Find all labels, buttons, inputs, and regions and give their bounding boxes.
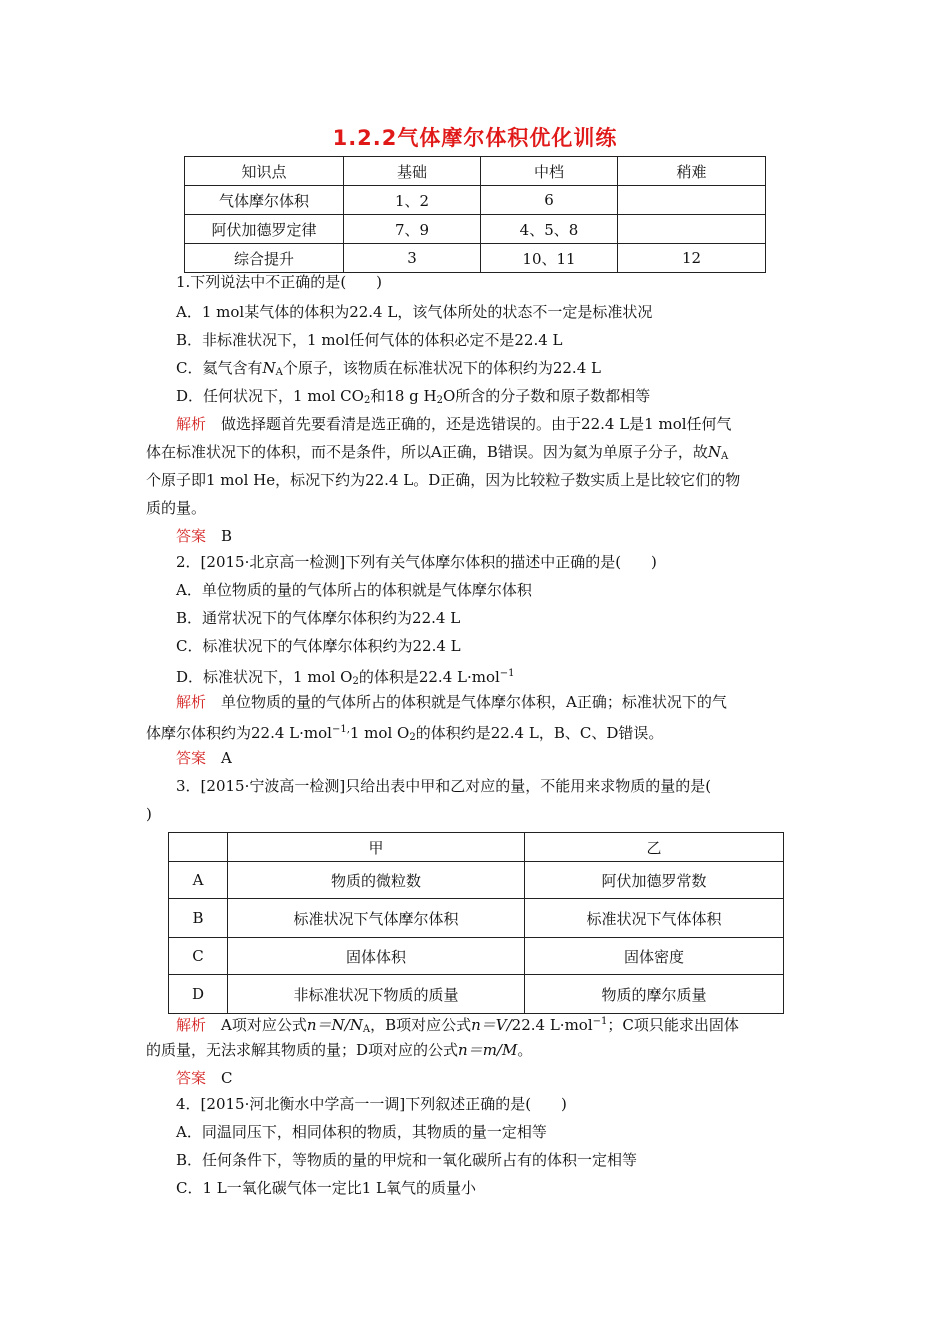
q1-option-b: B．非标准状况下，1 mol任何气体的体积必定不是22.4 L xyxy=(176,331,563,349)
table-row xyxy=(185,186,766,215)
table-cell: 7、9 xyxy=(344,215,481,244)
table-header xyxy=(169,833,228,862)
q1-option-c: C．氦气含有$N_A$个原子，该物质在标准状况下的体积约为22.4 L xyxy=(176,359,601,378)
q2-option-a: A．单位物质的量的气体所占的体积就是气体摩尔体积 xyxy=(176,581,532,599)
table-cell: A xyxy=(169,862,228,899)
table-row xyxy=(169,938,784,975)
q3-stem: 3．[2015·宁波高一检测]只给出表中甲和乙对应的量，不能用来求物质的量的是( xyxy=(176,777,712,795)
table-cell: 物质的摩尔质量 xyxy=(525,975,784,1014)
q3-answer: 答案 C xyxy=(176,1069,233,1087)
page-title: 1.2.2气体摩尔体积优化训练 xyxy=(332,126,618,150)
table-header: 中档 xyxy=(481,157,618,186)
table-row xyxy=(185,157,766,186)
table-cell: 标准状况下气体体积 xyxy=(525,899,784,938)
q1-answer: 答案 B xyxy=(176,527,233,545)
table-row xyxy=(169,899,784,938)
table-cell: 阿伏加德罗定律 xyxy=(185,215,344,244)
table-cell: 物质的微粒数 xyxy=(228,862,525,899)
table-cell: B xyxy=(169,899,228,938)
q4-option-c: C．1 L一氧化碳气体一定比1 L氧气的质量小 xyxy=(176,1179,477,1197)
table-row xyxy=(169,833,784,862)
table-cell: 固体密度 xyxy=(525,938,784,975)
table-cell: 3 xyxy=(344,244,481,273)
q4-option-a: A．同温同压下，相同体积的物质，其物质的量一定相等 xyxy=(176,1123,547,1141)
q1-explanation: 个原子即1 mol He，标况下约为22.4 L。D正确，因为比较粒子数实质上是比较它们的物 xyxy=(146,471,741,489)
table-header: 乙 xyxy=(525,833,784,862)
explanation-label: 解析 xyxy=(176,1016,207,1034)
q2-answer: 答案 A xyxy=(176,749,232,767)
q3-explanation: 的质量，无法求解其物质的量；D项对应的公式n＝m/M。 xyxy=(146,1041,533,1059)
table-cell: 1、2 xyxy=(344,186,481,215)
q4-option-b: B．任何条件下，等物质的量的甲烷和一氧化碳所占有的体积一定相等 xyxy=(176,1151,638,1169)
table-cell: 10、11 xyxy=(481,244,618,273)
table-header: 稍难 xyxy=(618,157,766,186)
q1-option-a: A．1 mol某气体的体积为22.4 L，该气体所处的状态不一定是标准状况 xyxy=(176,303,653,321)
table-cell: 12 xyxy=(618,244,766,273)
table-header: 甲 xyxy=(228,833,525,862)
knowledge-table xyxy=(184,156,766,273)
table-cell xyxy=(618,186,766,215)
table-cell: C xyxy=(169,938,228,975)
table-row xyxy=(185,215,766,244)
table-cell: D xyxy=(169,975,228,1014)
table-cell: 4、5、8 xyxy=(481,215,618,244)
table-cell: 综合提升 xyxy=(185,244,344,273)
q2-stem: 2．[2015·北京高一检测]下列有关气体摩尔体积的描述中正确的是( ) xyxy=(176,553,657,571)
answer-label: 答案 xyxy=(176,749,207,767)
q1-explanation: 体在标准状况下的体积，而不是条件，所以A正确，B错误。因为氦为单原子分子，故$N_A$ xyxy=(146,443,729,462)
q1-explanation: 质的量。 xyxy=(146,499,207,517)
table-row xyxy=(169,975,784,1014)
q3-stem-end: ) xyxy=(146,805,152,823)
table-cell: 非标准状况下物质的质量 xyxy=(228,975,525,1014)
answer-label: 答案 xyxy=(176,527,207,545)
table-cell: 标准状况下气体摩尔体积 xyxy=(228,899,525,938)
q2-option-d: D．标准状况下，1 mol $O_2$的体积是22.4 L·mol$^{-1}$ xyxy=(176,668,515,687)
q2-explanation: 解析 单位物质的量的气体所占的体积就是气体摩尔体积，A正确；标准状况下的气 xyxy=(176,693,727,711)
explanation-label: 解析 xyxy=(176,415,207,433)
q3-explanation: 解析 A项对应公式$n=N/N_A$，B项对应公式n＝V/22.4 L·mol$^{-1}$；C项只能求出固体 xyxy=(176,1016,739,1035)
table-cell xyxy=(618,215,766,244)
table-row xyxy=(169,862,784,899)
table-cell: 气体摩尔体积 xyxy=(185,186,344,215)
table-row xyxy=(185,244,766,273)
options-table xyxy=(168,832,784,1014)
answer-label: 答案 xyxy=(176,1069,207,1087)
q1-stem: 1.下列说法中不正确的是( ) xyxy=(176,273,383,291)
explanation-label: 解析 xyxy=(176,693,207,711)
q1-option-d: D．任何状况下，1 mol $CO_2$和18 g $H_2O$所含的分子数和原子数都相等 xyxy=(176,387,651,406)
q2-option-b: B．通常状况下的气体摩尔体积约为22.4 L xyxy=(176,609,461,627)
table-cell: 阿伏加德罗常数 xyxy=(525,862,784,899)
table-header: 知识点 xyxy=(185,157,344,186)
q2-option-c: C．标准状况下的气体摩尔体积约为22.4 L xyxy=(176,637,461,655)
q1-explanation: 解析 做选择题首先要看清是选正确的，还是选错误的。由于22.4 L是1 mol任何气 xyxy=(176,415,732,433)
q4-stem: 4．[2015·河北衡水中学高一一调]下列叙述正确的是( ) xyxy=(176,1095,567,1113)
table-cell: 固体体积 xyxy=(228,938,525,975)
table-header: 基础 xyxy=(344,157,481,186)
table-cell: 6 xyxy=(481,186,618,215)
q2-explanation: 体摩尔体积约为22.4 L·mol$^{-1,}$1 mol $O_2$的体积约是22.4 L，B、C、D错误。 xyxy=(146,724,664,743)
